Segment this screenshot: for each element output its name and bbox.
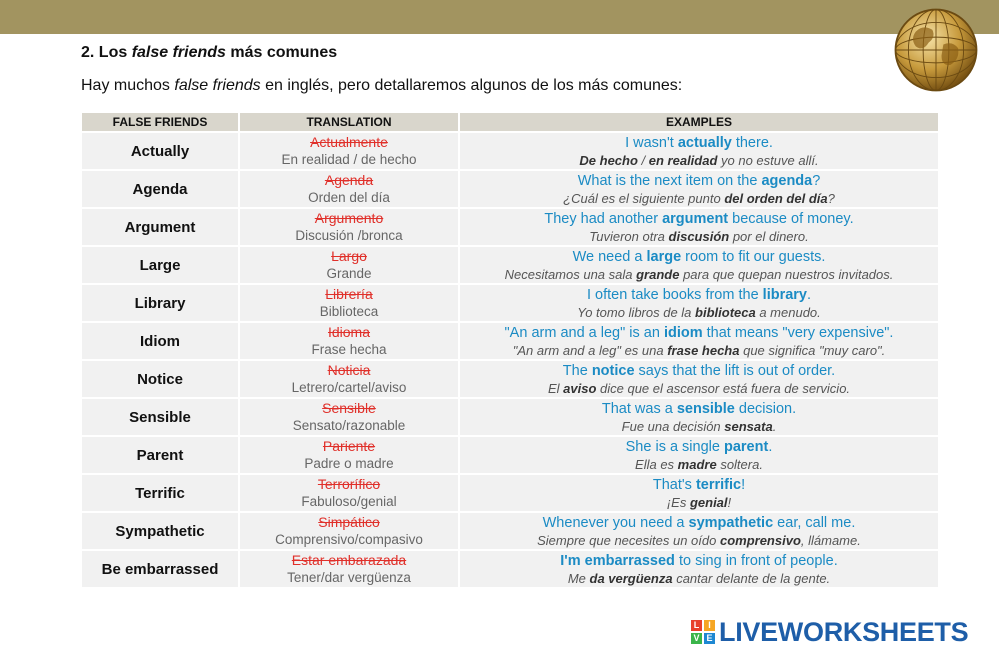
false-friend-word: Idiom — [81, 322, 239, 360]
correct-translation: Orden del día — [308, 190, 390, 205]
highlighted-term: large — [646, 248, 682, 265]
english-example — [460, 286, 938, 304]
table-row — [81, 170, 939, 208]
table-header-row — [81, 112, 939, 132]
col-header-examples: EXAMPLES — [459, 112, 939, 132]
false-friend-word: Notice — [81, 360, 239, 398]
example-text: to sing in front of people. — [674, 552, 838, 569]
wrong-translation: Librería — [325, 286, 373, 302]
example-text: para que quepan nuestros invitados. — [679, 266, 894, 282]
highlighted-term: aviso — [563, 380, 597, 396]
example-text: Whenever you need a — [542, 514, 689, 531]
example-text: room to fit our guests. — [681, 248, 826, 265]
col-header-translation: TRANSLATION — [239, 112, 459, 132]
wrong-translation: Estar embarazada — [291, 552, 407, 568]
spanish-example — [460, 266, 938, 283]
example-cell — [459, 170, 939, 208]
example-text: ? — [827, 190, 835, 206]
highlighted-term: argument — [662, 210, 729, 227]
highlighted-term: sympathetic — [688, 514, 774, 531]
example-text: That was a — [601, 400, 677, 417]
highlighted-term: actually — [677, 134, 732, 151]
table-row — [81, 246, 939, 284]
example-cell — [459, 322, 939, 360]
example-cell — [459, 436, 939, 474]
logo-text: LIVEWORKSHEETS — [719, 616, 969, 647]
correct-translation: Fabuloso/genial — [301, 494, 397, 509]
highlighted-term: sensata — [724, 418, 773, 434]
english-example — [460, 476, 938, 494]
spanish-example — [460, 190, 938, 207]
highlighted-term: madre — [677, 456, 717, 472]
spanish-example — [460, 570, 938, 587]
example-text: The — [562, 362, 592, 379]
spanish-example — [460, 152, 938, 169]
example-text: ? — [812, 172, 821, 189]
example-text: ! — [727, 494, 732, 510]
spanish-example — [460, 380, 938, 397]
logo-tile: L — [691, 620, 702, 631]
highlighted-term: sensible — [676, 400, 735, 417]
english-example — [460, 324, 938, 342]
english-example — [460, 248, 938, 266]
correct-translation: Tener/dar vergüenza — [287, 570, 411, 585]
false-friend-word: Library — [81, 284, 239, 322]
false-friend-word: Terrific — [81, 474, 239, 512]
spanish-example — [460, 418, 938, 435]
example-text: "An arm and a leg" es una — [512, 342, 668, 358]
highlighted-term: agenda — [761, 172, 813, 189]
false-friend-word: Parent — [81, 436, 239, 474]
translation-cell — [239, 208, 459, 246]
wrong-translation: Agenda — [324, 172, 374, 188]
highlighted-term: del orden del día — [724, 190, 828, 206]
highlighted-term: comprensivo — [719, 532, 801, 548]
spanish-example — [460, 456, 938, 473]
highlighted-term: library — [762, 286, 808, 303]
example-text: We need a — [572, 248, 647, 265]
correct-translation: Grande — [326, 266, 372, 281]
example-text: El — [547, 380, 564, 396]
liveworksheets-logo — [691, 617, 968, 647]
english-example — [460, 438, 938, 456]
example-cell — [459, 474, 939, 512]
correct-translation: Sensato/razonable — [292, 418, 406, 433]
example-cell — [459, 132, 939, 170]
highlighted-term: biblioteca — [695, 304, 756, 320]
example-text: ¿Cuál es el siguiente punto — [563, 190, 725, 206]
highlighted-term: da vergüenza — [589, 570, 673, 586]
correct-translation: Comprensivo/compasivo — [275, 532, 423, 547]
example-text: I wasn't — [625, 134, 678, 151]
example-text: Siempre que necesites un oído — [537, 532, 720, 548]
example-text: / — [637, 152, 649, 168]
false-friend-word: Be embarrassed — [81, 550, 239, 588]
table-row — [81, 398, 939, 436]
logo-tile: V — [691, 633, 702, 644]
highlighted-term: grande — [636, 266, 680, 282]
example-cell — [459, 398, 939, 436]
correct-translation: Letrero/cartel/aviso — [291, 380, 407, 395]
table-row — [81, 132, 939, 170]
logo-icon — [691, 620, 715, 644]
example-cell — [459, 360, 939, 398]
example-text: yo no estuve allí. — [717, 152, 819, 168]
example-text: What is the next item on the — [577, 172, 762, 189]
example-text: a menudo. — [755, 304, 821, 320]
top-banner — [0, 0, 999, 34]
table-row — [81, 512, 939, 550]
spanish-example — [460, 228, 938, 245]
example-text: there. — [731, 134, 773, 151]
example-cell — [459, 284, 939, 322]
translation-cell — [239, 322, 459, 360]
example-text: ear, call me. — [773, 514, 856, 531]
translation-cell — [239, 246, 459, 284]
example-text: por el dinero. — [729, 228, 809, 244]
false-friend-word: Sympathetic — [81, 512, 239, 550]
table-row — [81, 474, 939, 512]
example-text: soltera. — [716, 456, 763, 472]
example-text: They had another — [544, 210, 663, 227]
translation-cell — [239, 284, 459, 322]
example-cell — [459, 208, 939, 246]
example-text: "An arm and a leg" is an — [504, 324, 664, 341]
example-text: says that the lift is out of order. — [634, 362, 836, 379]
example-text: cantar delante de la gente. — [672, 570, 831, 586]
example-text: Yo tomo libros de la — [577, 304, 696, 320]
translation-cell — [239, 170, 459, 208]
example-text: She is a single — [625, 438, 724, 455]
highlighted-term: notice — [591, 362, 635, 379]
highlighted-term: terrific — [695, 476, 742, 493]
example-text: I often take books from the — [586, 286, 763, 303]
table-row — [81, 360, 939, 398]
correct-translation: Frase hecha — [311, 342, 387, 357]
translation-cell — [239, 398, 459, 436]
english-example — [460, 362, 938, 380]
false-friend-word: Sensible — [81, 398, 239, 436]
globe-icon — [890, 4, 982, 96]
english-example — [460, 172, 938, 190]
false-friend-word: Actually — [81, 132, 239, 170]
example-text: ¡Es — [666, 494, 690, 510]
example-text: that means "very expensive". — [702, 324, 894, 341]
section-heading: 2. Los false friends más comunes — [81, 44, 338, 61]
wrong-translation: Actualmente — [310, 134, 388, 150]
example-text: Ella es — [635, 456, 678, 472]
intro-text: Hay muchos false friends en inglés, pero detallaremos algunos de los más comunes: — [81, 77, 683, 94]
highlighted-term: idiom — [663, 324, 703, 341]
table-row — [81, 436, 939, 474]
correct-translation: En realidad / de hecho — [281, 152, 417, 167]
highlighted-term: frase hecha — [667, 342, 740, 358]
table-row — [81, 208, 939, 246]
example-text: , llámame. — [800, 532, 861, 548]
example-cell — [459, 246, 939, 284]
false-friend-word: Argument — [81, 208, 239, 246]
example-text: Fue una decisión — [621, 418, 725, 434]
english-example — [460, 134, 938, 152]
spanish-example — [460, 532, 938, 549]
translation-cell — [239, 550, 459, 588]
spanish-example — [460, 304, 938, 321]
false-friend-word: Agenda — [81, 170, 239, 208]
english-example — [460, 552, 938, 570]
translation-cell — [239, 436, 459, 474]
false-friends-table — [80, 111, 940, 589]
col-header-false-friends: FALSE FRIENDS — [81, 112, 239, 132]
false-friend-word: Large — [81, 246, 239, 284]
english-example — [460, 400, 938, 418]
table-row — [81, 550, 939, 588]
spanish-example — [460, 494, 938, 511]
highlighted-term: De hecho — [579, 152, 638, 168]
highlighted-term: en realidad — [648, 152, 718, 168]
example-text: decision. — [734, 400, 797, 417]
correct-translation: Biblioteca — [319, 304, 379, 319]
wrong-translation: Largo — [331, 248, 367, 264]
wrong-translation: Noticia — [327, 362, 371, 378]
example-text: . — [768, 438, 773, 455]
logo-tile: I — [704, 620, 715, 631]
wrong-translation: Terrorífico — [317, 476, 381, 492]
correct-translation: Padre o madre — [304, 456, 394, 471]
translation-cell — [239, 360, 459, 398]
highlighted-term: parent — [723, 438, 769, 455]
example-text: because of money. — [728, 210, 854, 227]
spanish-example — [460, 342, 938, 359]
highlighted-term: genial — [689, 494, 728, 510]
wrong-translation: Idioma — [327, 324, 371, 340]
example-text: . — [807, 286, 812, 303]
highlighted-term: discusión — [668, 228, 730, 244]
correct-translation: Discusión /bronca — [295, 228, 403, 243]
highlighted-term: I'm embarrassed — [560, 552, 675, 569]
english-example — [460, 514, 938, 532]
table-row — [81, 322, 939, 360]
wrong-translation: Sensible — [322, 400, 376, 416]
example-text: Me — [567, 570, 590, 586]
example-cell — [459, 550, 939, 588]
translation-cell — [239, 512, 459, 550]
example-text: dice que el ascensor está fuera de servicio. — [596, 380, 851, 396]
example-cell — [459, 512, 939, 550]
example-text: Tuvieron otra — [589, 228, 669, 244]
table-row — [81, 284, 939, 322]
translation-cell — [239, 132, 459, 170]
english-example — [460, 210, 938, 228]
logo-tile: E — [704, 633, 715, 644]
example-text: Necesitamos una sala — [504, 266, 637, 282]
example-text: . — [772, 418, 777, 434]
wrong-translation: Simpático — [318, 514, 380, 530]
example-text: que significa "muy caro". — [739, 342, 886, 358]
translation-cell — [239, 474, 459, 512]
wrong-translation: Argumento — [314, 210, 384, 226]
wrong-translation: Pariente — [322, 438, 376, 454]
example-text: That's — [652, 476, 696, 493]
example-text: ! — [741, 476, 746, 493]
